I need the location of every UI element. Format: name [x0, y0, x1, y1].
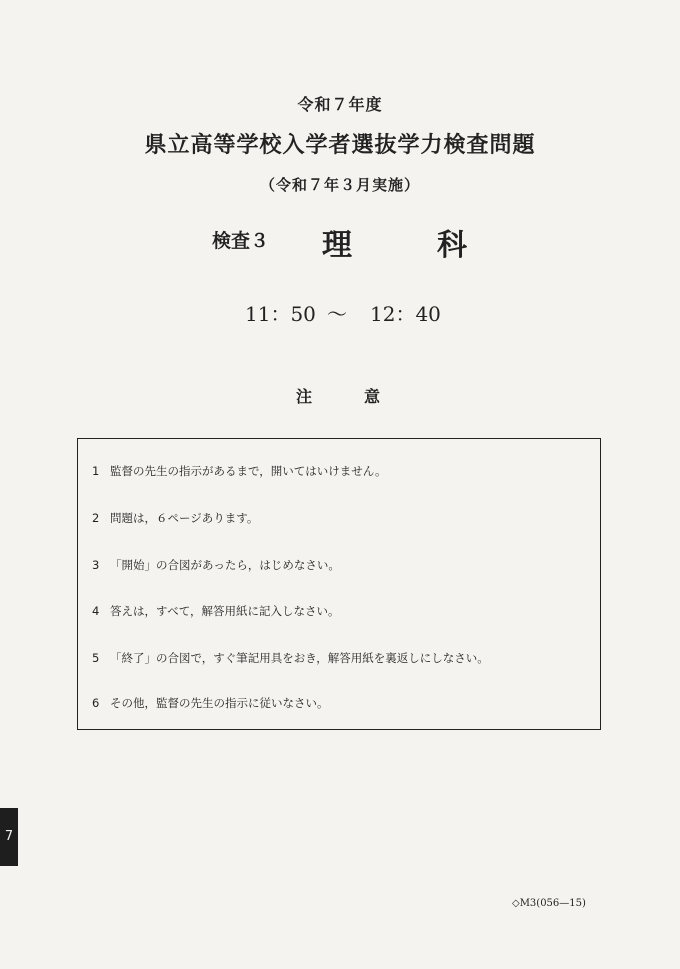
- subject-row: [212, 220, 492, 263]
- notice-item: [92, 695, 329, 711]
- notice-item: [92, 557, 340, 573]
- start-time: 11：50: [245, 302, 316, 326]
- notice-item-text: 答えは，すべて，解答用紙に記入しなさい。: [110, 604, 340, 618]
- notice-item-text: 監督の先生の指示があるまで，開いてはいけません。: [110, 464, 387, 478]
- exam-title: 県立高等学校入学者選抜学力検査問題: [144, 132, 536, 158]
- notice-item-number: 1: [92, 464, 100, 478]
- notice-item: [92, 603, 340, 619]
- subject-name-char-1: 理: [322, 228, 352, 263]
- notice-item-number: 6: [92, 696, 100, 710]
- notice-item-text: その他，監督の先生の指示に従いなさい。: [110, 696, 329, 710]
- notice-item-text: 「終了」の合図で，すぐ筆記用具をおき，解答用紙を裏返しにしなさい。: [110, 651, 489, 665]
- exam-date: （令和７年３月実施）: [259, 176, 420, 194]
- notice-box: [77, 438, 601, 730]
- notice-item-number: 5: [92, 651, 100, 665]
- notice-item-text: 「開始」の合図があったら，はじめなさい。: [110, 558, 340, 572]
- notice-heading-char-2: 意: [364, 387, 381, 406]
- notice-heading: [296, 384, 386, 406]
- notice-item-text: 問題は，６ページあります。: [110, 511, 259, 525]
- notice-item: [92, 650, 489, 666]
- notice-item-number: 3: [92, 558, 100, 572]
- end-time: 12：40: [370, 302, 441, 326]
- exam-time: [245, 298, 445, 326]
- notice-item-number: 4: [92, 604, 100, 618]
- page-tab: 7: [0, 808, 18, 866]
- notice-item: [92, 463, 386, 479]
- fiscal-year-label: 令和７年度: [297, 95, 383, 114]
- exam-number: 検査３: [212, 230, 270, 252]
- subject-name-char-2: 科: [437, 228, 467, 263]
- notice-heading-char-1: 注: [296, 387, 313, 406]
- notice-item-number: 2: [92, 511, 100, 525]
- document-code: ◇M3(056—15): [512, 898, 586, 909]
- time-separator: ～: [327, 302, 347, 326]
- notice-item: [92, 510, 258, 526]
